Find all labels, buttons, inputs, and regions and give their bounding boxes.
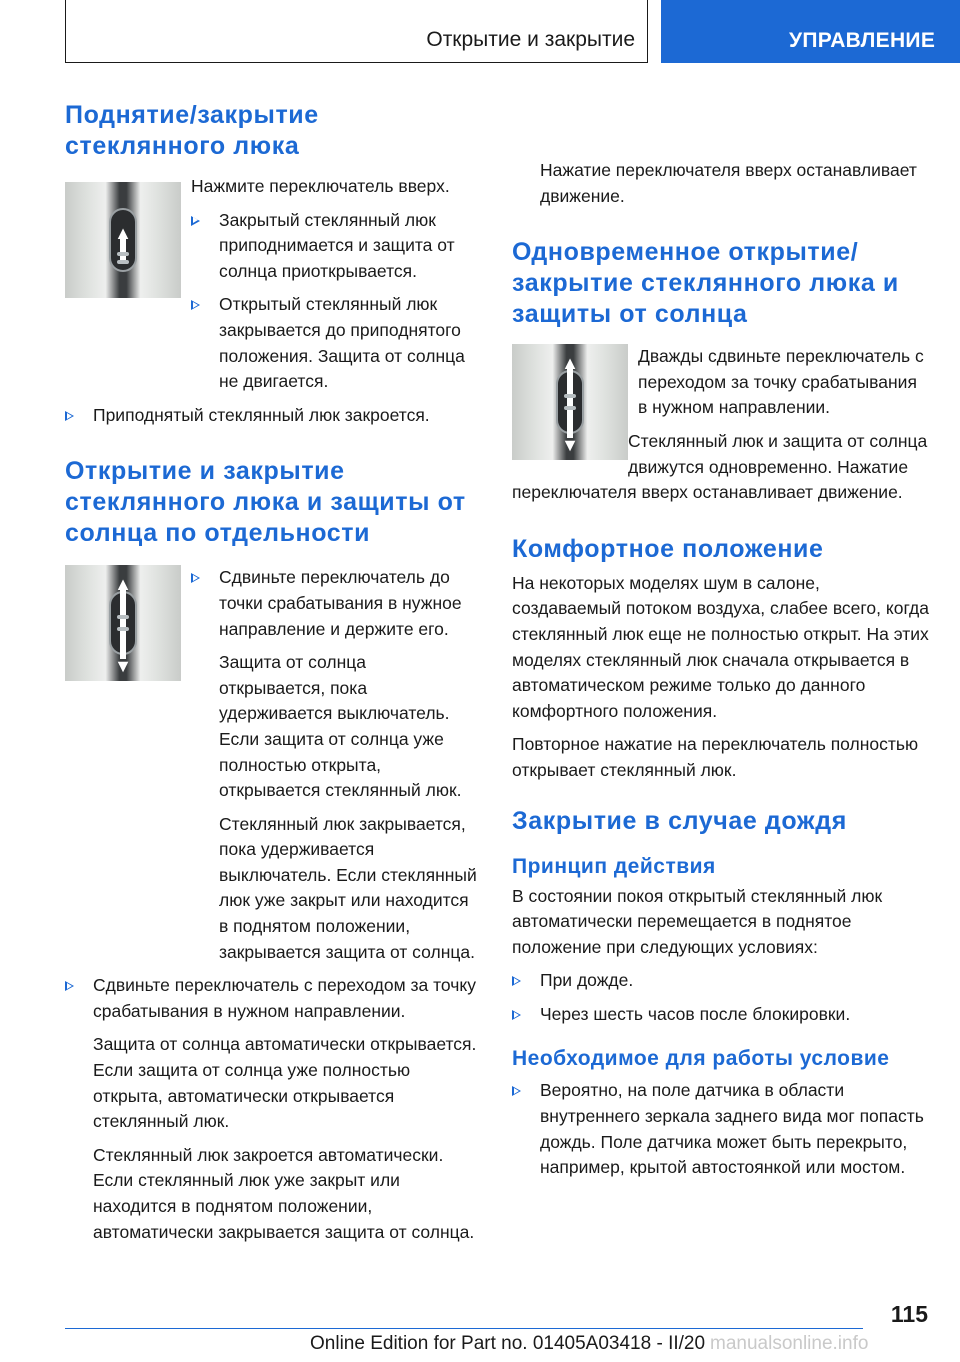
paragraph: Стеклянный люк закроется автоматически. Если стеклянный люк уже закрыт или находится в поднятом положении, автоматически закрывается защита от солнца. <box>93 1144 475 1242</box>
heading-condition: Необходимое для работы условие <box>512 1047 890 1071</box>
footer-divider <box>65 1328 863 1329</box>
heading-raise-close: Поднятие/закрытие стеклянного люка <box>65 101 319 160</box>
text-principle: В состоянии покоя открытый стеклянный люк автоматически перемещается в поднятое положение при следующих условиях: <box>512 885 883 957</box>
list-item: При дожде. <box>512 968 930 994</box>
edition-text: Online Edition for Part no. 01405A03418 - II/20 <box>310 1333 706 1354</box>
paragraph: Стеклянный люк закрывается, пока удерживается выключатель. Если стеклянный люк уже закрыт или находится в поднятом положении, закрывается защита от солнца. <box>219 813 477 962</box>
switch-updown-illustration: ▲ ▼ <box>65 565 181 681</box>
switch-up-illustration: ▲ <box>65 182 181 298</box>
paragraph: Защита от солнца открывается, пока удерживается выключатель. Если защита от солнца уже полностью открыта, открывается стеклянный люк. <box>219 652 462 801</box>
text-press-up: Нажмите переключатель вверх. <box>191 176 450 196</box>
section-title: Открытие и закрытие <box>426 28 635 51</box>
list-item: Закрытый стеклянный люк приподнимается и защита от солнца приоткрывается. <box>191 208 477 285</box>
switch-updown-illustration: ▲ ▼ <box>512 344 628 460</box>
heading-comfort-position: Комфортное положение <box>512 534 824 563</box>
chapter-tab: УПРАВЛЕНИЕ <box>661 0 960 63</box>
text-double-slide: Дважды сдвиньте переключатель с переходом за точку срабатывания в нужном направлении. <box>638 346 924 418</box>
heading-principle: Принцип действия <box>512 854 716 878</box>
text-comfort-1: На некоторых моделях шум в салоне, создаваемый потоком воздуха, слабее всего, когда стеклянный люк еще не полностью открыт. На этих моделях стеклянный люк сначала открывается в автоматическом режиме только до данного комфортного положения. <box>512 572 929 721</box>
watermark: manualsonline.info <box>710 1333 869 1354</box>
list-item: Сдвиньте переключатель с переходом за точку срабатывания в нужном направлении. <box>65 973 477 1024</box>
heading-simultaneous: Одновременное открытие/закрытие стеклянного люка и защиты от солнца <box>512 238 899 329</box>
paragraph: Нажатие переключателя вверх останавливает движение. <box>540 160 917 206</box>
page-number: 115 <box>890 1301 928 1327</box>
list-item: Сдвиньте переключатель до точки срабатывания в нужное направление и держите его. <box>191 565 477 642</box>
heading-rain-closing: Закрытие в случае дождя <box>512 806 847 835</box>
text-comfort-2: Повторное нажатие на переключатель полностью открывает стеклянный люк. <box>512 734 919 780</box>
list-item: Вероятно, на поле датчика в области внутреннего зеркала заднего вида мог попасть дождь. Поле датчика может быть перекрыто, например, крытой автостоянкой или мостом. <box>512 1078 930 1180</box>
text-simultaneous-move: Стеклянный люк и защита от солнца движутся одновременно. Нажатие переключателя вверх останавливает движение. <box>512 430 928 503</box>
heading-open-close-separately: Открытие и закрытие стеклянного люка и защиты от солнца по отдельности <box>65 457 466 548</box>
list-item: Приподнятый стеклянный люк закроется. <box>65 403 477 429</box>
list-item: Открытый стеклянный люк закрывается до приподнятого положения. Защита от солнца не двигается. <box>191 292 477 394</box>
left-column <box>65 100 477 1245</box>
right-column <box>512 100 930 1181</box>
header-box <box>65 0 648 63</box>
list-item: Через шесть часов после блокировки. <box>512 1002 930 1028</box>
paragraph: Защита от солнца автоматически открывается. Если защита от солнца уже полностью открыта, автоматически открывается стеклянный люк. <box>93 1034 477 1132</box>
